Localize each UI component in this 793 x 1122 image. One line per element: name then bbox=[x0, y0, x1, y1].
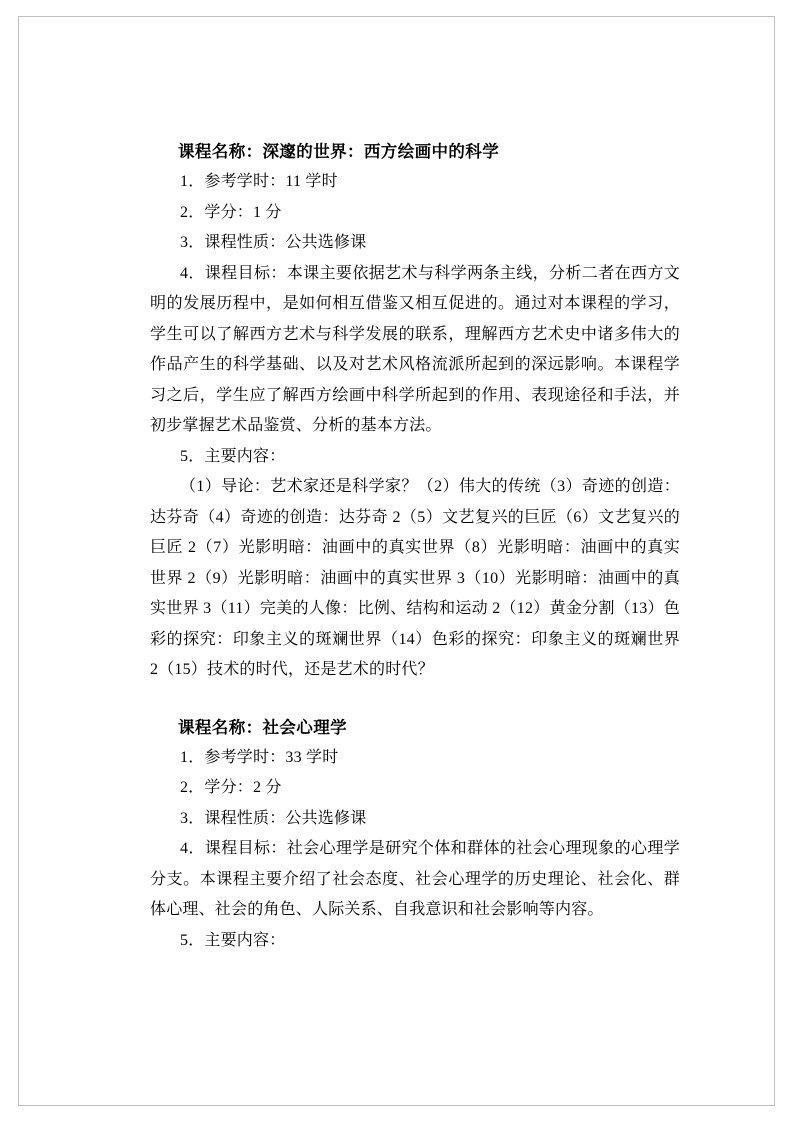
course-main-content-label: 5．主要内容： bbox=[180, 931, 286, 949]
course-section-2 bbox=[150, 712, 680, 957]
course-title: 课程名称：社会心理学 bbox=[178, 717, 347, 737]
course-main-content: （1）导论：艺术家还是科学家？（2）伟大的传统（3）奇迹的创造：达芬奇（4）奇迹的创造：达芬奇 2（5）文艺复兴的巨匠（6）文艺复兴的巨匠 2（7）光影明暗：油画中的真实世界（8）光影明暗：油画中的真实世界 2（9）光影明暗：油画中的真实世界 3（10）光影明暗：油画中的真实世界 3（11）完美的人像：比例、结构和运动 2（12）黄金分割（13）色彩的探究：印象主义的斑斓世界（14）色彩的探究：印象主义的斑斓世界 2（15）技术的时代，还是艺术的时代？ bbox=[150, 478, 680, 678]
document-content bbox=[150, 136, 680, 956]
course-objectives: 4．课程目标：社会心理学是研究个体和群体的社会心理现象的心理学分支。本课程主要介绍了社会态度、社会心理学的历史理论、社会化、群体心理、社会的角色、人际关系、自我意识和社会影响等内容。 bbox=[150, 840, 680, 918]
course-title: 课程名称：深邃的世界：西方绘画中的科学 bbox=[178, 142, 500, 161]
course-hours: 1．参考学时：11 学时 bbox=[180, 173, 338, 190]
course-hours: 1．参考学时：33 学时 bbox=[180, 748, 339, 766]
course-credits: 2．学分：2 分 bbox=[180, 779, 282, 796]
course-main-content-label: 5．主要内容： bbox=[180, 447, 286, 465]
course-objectives: 4．课程目标：本课主要依据艺术与科学两条主线，分析二者在西方文明的发展历程中，是如何相互借鉴又相互促进的。通过对本课程的学习，学生可以了解西方艺术与科学发展的联系，理解西方艺术史中诸多伟大的作品产生的科学基础、以及对艺术风格流派所起到的深远影响。本课程学习之后，学生应了解西方绘画中科学所起到的作用、表现途径和手法，并初步掌握艺术品鉴赏、分析的基本方法。 bbox=[150, 264, 680, 434]
course-nature: 3．课程性质：公共选修课 bbox=[180, 809, 367, 827]
course-credits: 2．学分：1 分 bbox=[180, 203, 282, 221]
course-section-1 bbox=[150, 136, 680, 686]
course-nature: 3．课程性质：公共选修课 bbox=[180, 234, 367, 251]
